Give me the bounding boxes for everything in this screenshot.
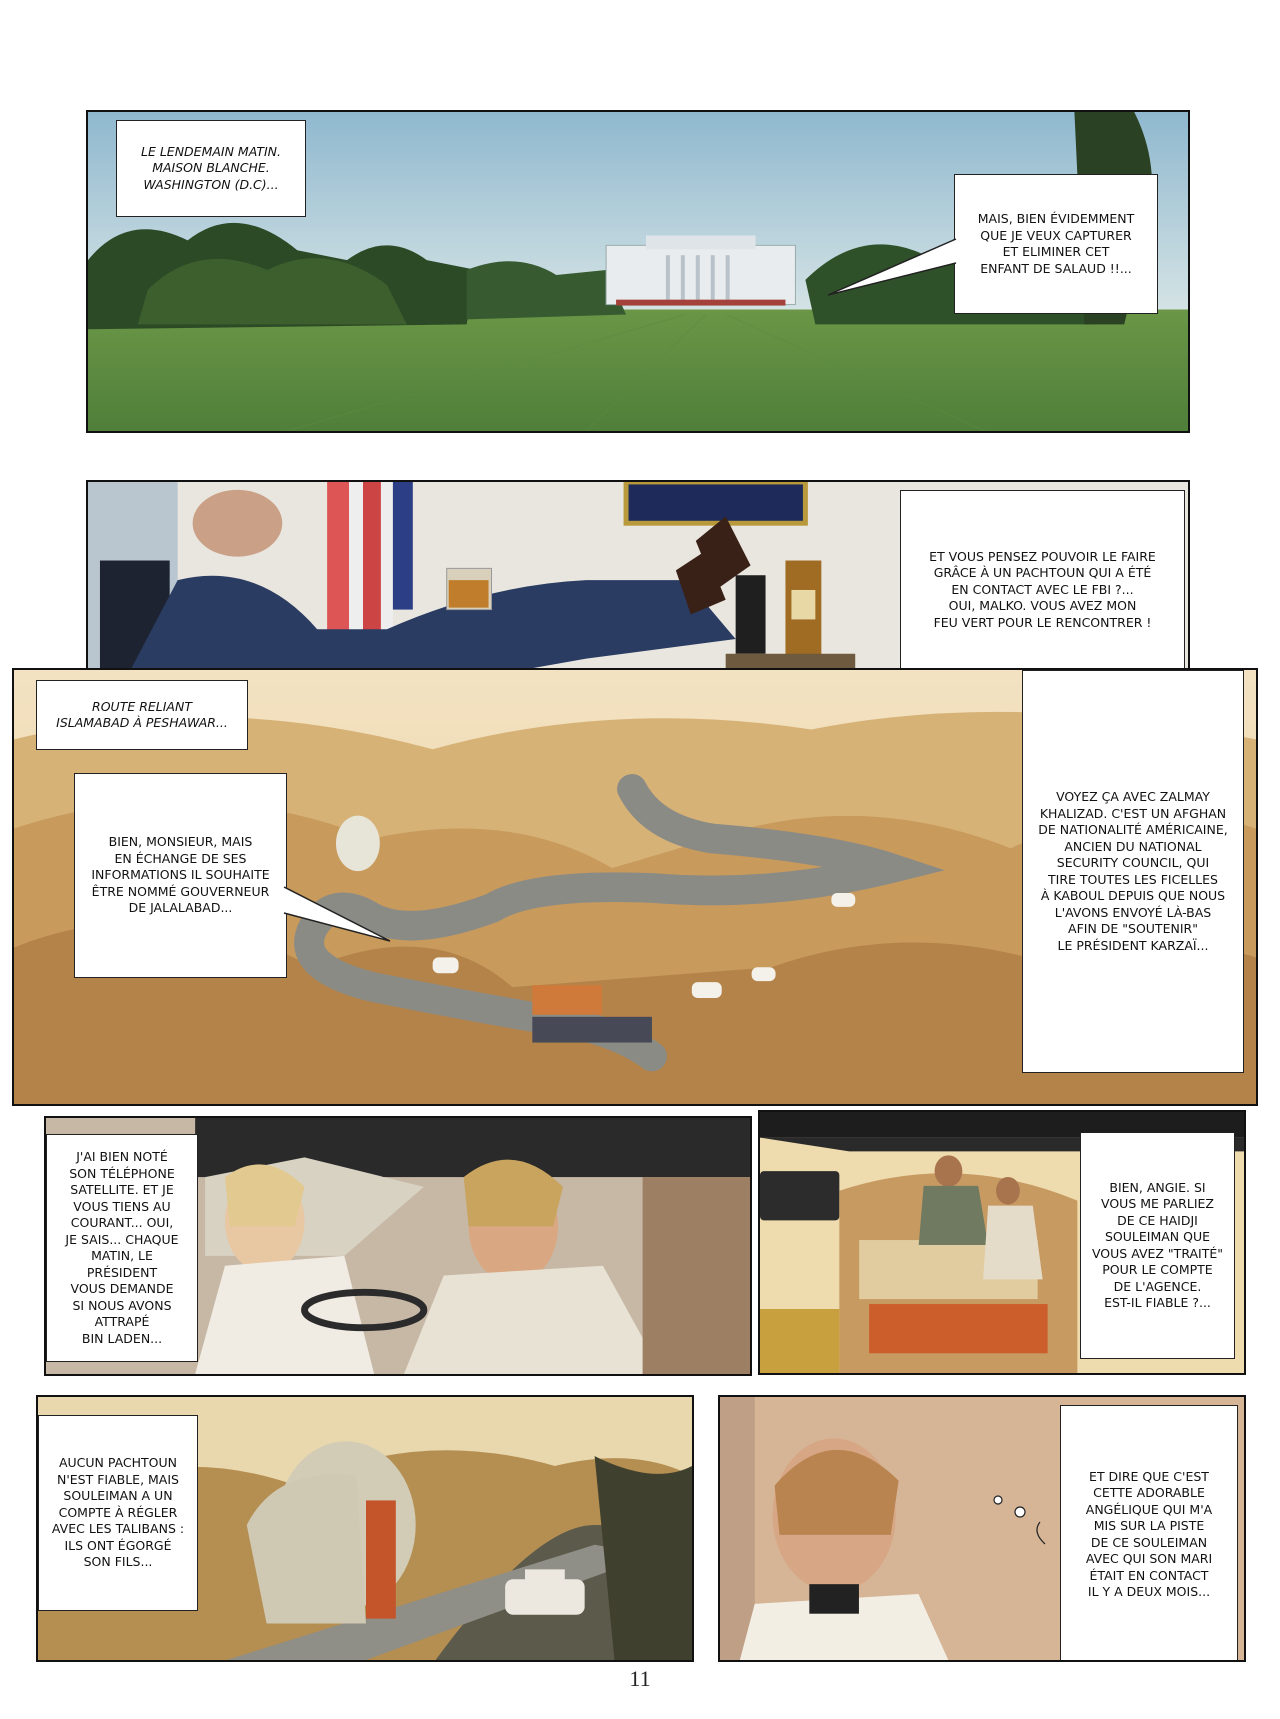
panel-white-house [86, 110, 1190, 433]
caption-location: LE LENDEMAIN MATIN. MAISON BLANCHE. WASHINGTON (D.C)... [116, 120, 306, 217]
speech-bubble-khalizad: VOYEZ ÇA AVEC ZALMAY KHALIZAD. C'EST UN AFGHAN DE NATIONALITÉ AMÉRICAINE, ANCIEN DU NATIONAL SECURITY COUNCIL, QUI TIRE TOUTES LES FICELLES À KABOUL DEPUIS QUE NOUS L'AVONS ENVOYÉ LÀ-BAS AFIN DE "SOUTENIR" LE PRÉSIDENT KARZAÏ... [1022, 670, 1244, 1073]
panel-car-interior [44, 1116, 752, 1376]
page-number: 11 [629, 1666, 651, 1691]
panel-truck-roof [758, 1110, 1246, 1375]
speech-tail [826, 237, 958, 297]
speech-tail [282, 885, 392, 945]
thought-bubbles [990, 1492, 1050, 1552]
panel-truck-road [36, 1395, 694, 1662]
speech-bubble-angie: J'AI BIEN NOTÉ SON TÉLÉPHONE SATELLITE. ET JE VOUS TIENS AU COURANT... OUI, JE SAIS... CHAQUE MATIN, LE PRÉSIDENT VOUS DEMANDE SI NOUS AVONS ATTRAPÉ BIN LADEN... [46, 1134, 198, 1362]
speech-bubble-souleiman: AUCUN PACHTOUN N'EST FIABLE, MAIS SOULEIMAN A UN COMPTE À RÉGLER AVEC LES TALIBANS : ILS ONT ÉGORGÉ SON FILS... [38, 1415, 198, 1611]
speech-bubble-malko-call: ET VOUS PENSEZ POUVOIR LE FAIRE GRÂCE À UN PACHTOUN QUI A ÉTÉ EN CONTACT AVEC LE FBI ?... OUI, MALKO. VOUS AVEZ MON FEU VERT POUR LE RENCONTRER ! [900, 490, 1185, 690]
speech-bubble-president: MAIS, BIEN ÉVIDEMMENT QUE JE VEUX CAPTURER ET ELIMINER CET ENFANT DE SALAUD !!... [954, 174, 1158, 314]
panel-woman-portrait [718, 1395, 1246, 1662]
caption-route: ROUTE RELIANT ISLAMABAD À PESHAWAR... [36, 680, 248, 750]
speech-bubble-malko-question: BIEN, ANGIE. SI VOUS ME PARLIEZ DE CE HAIDJI SOULEIMAN QUE VOUS AVEZ "TRAITÉ" POUR LE COMPTE DE L'AGENCE. EST-IL FIABLE ?... [1080, 1132, 1235, 1359]
thought-bubble-malko: ET DIRE QUE C'EST CETTE ADORABLE ANGÉLIQUE QUI M'A MIS SUR LA PISTE DE CE SOULEIMAN AVEC QUI SON MARI ÉTAIT EN CONTACT IL Y A DEUX MOIS... [1060, 1405, 1238, 1662]
panel-mountain-road [12, 668, 1258, 1106]
panel-oval-office [86, 480, 1190, 696]
speech-bubble-jalalabad: BIEN, MONSIEUR, MAIS EN ÉCHANGE DE SES INFORMATIONS IL SOUHAITE ÊTRE NOMMÉ GOUVERNEUR DE JALALABAD... [74, 773, 287, 978]
